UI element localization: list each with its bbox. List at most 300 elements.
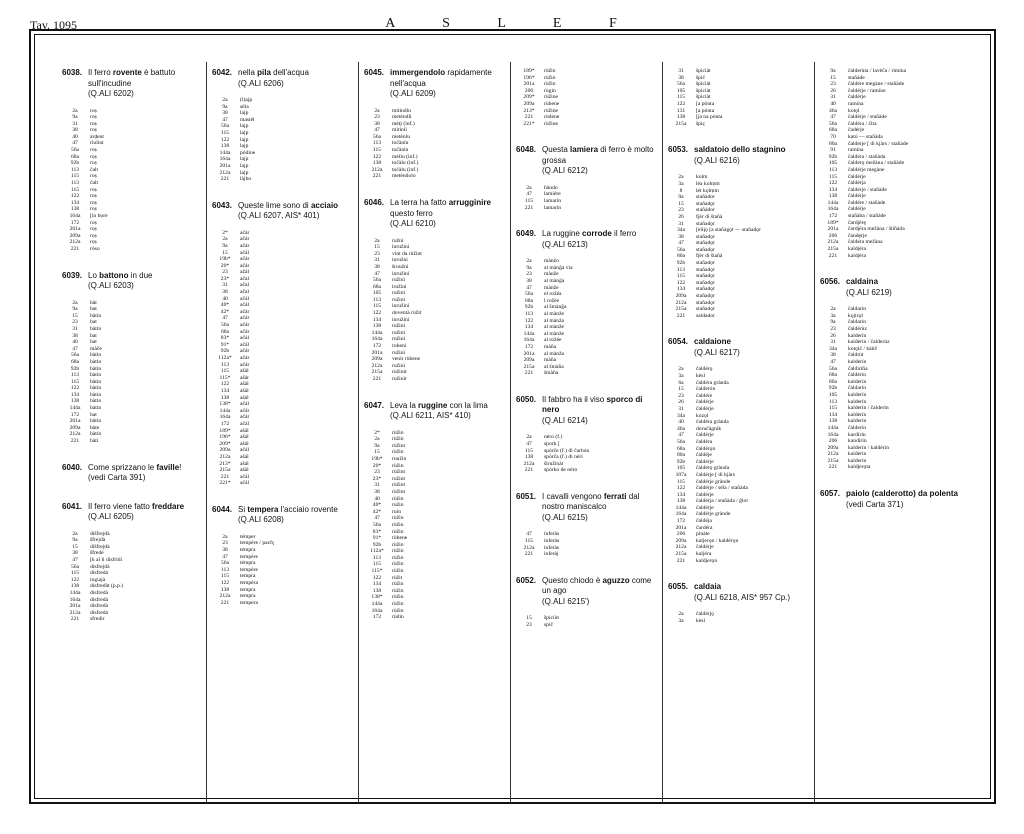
location-code: 8	[679, 187, 683, 194]
location-code: 138	[70, 398, 80, 405]
location-code: 206	[828, 232, 838, 239]
response-row	[62, 114, 208, 121]
dialect-form: kalderín	[848, 457, 867, 464]
response-row	[364, 297, 510, 304]
location-code: 196*	[219, 434, 231, 441]
entry-number: 6041.	[62, 501, 83, 511]
response-row	[516, 68, 662, 75]
response-row	[668, 260, 814, 267]
location-code: 2a	[222, 97, 228, 103]
location-code: 31	[678, 68, 684, 74]
entry-question	[846, 489, 966, 510]
response-row	[364, 588, 510, 595]
location-code: 31	[678, 220, 684, 227]
response-row	[668, 313, 814, 320]
dialect-form: tempère / parčç	[240, 540, 275, 547]
location-code: 113	[70, 166, 80, 173]
dialect-form: čaldérje	[696, 399, 714, 406]
response-row	[62, 359, 208, 366]
location-code: 206	[524, 87, 534, 94]
dialect-form: čaldérje / stañàde	[848, 114, 887, 121]
dialect-form: stañàde	[848, 74, 865, 81]
location-code: 138*	[219, 401, 231, 408]
response-row	[364, 343, 510, 350]
dialect-form: rùžin	[392, 515, 404, 522]
response-row	[212, 388, 358, 395]
entry-number: 6051.	[516, 491, 537, 501]
location-code: 92b	[524, 304, 534, 311]
dialect-form: ružinì	[392, 362, 406, 369]
dialect-form: [a pónta	[696, 107, 715, 114]
location-code: 115	[524, 447, 534, 454]
location-code: 83*	[220, 335, 230, 342]
entry-number: 6043.	[212, 200, 233, 210]
location-code: 105	[676, 87, 686, 94]
response-row	[516, 615, 662, 622]
entry-number: 6047.	[364, 400, 385, 410]
question-text: come un ago	[542, 575, 652, 596]
response-row	[62, 187, 208, 194]
dialect-form: pódine	[240, 149, 256, 156]
response-row	[364, 330, 510, 337]
atlas-entry	[516, 145, 662, 211]
entry-responses	[516, 68, 662, 127]
dialect-form: bat	[90, 306, 97, 313]
question-text: Lo	[88, 270, 100, 280]
location-code: 92b	[220, 348, 230, 355]
response-row	[668, 525, 814, 532]
response-row	[62, 226, 208, 233]
response-row	[212, 163, 358, 170]
location-code: 201a	[371, 349, 383, 356]
location-code: 31	[830, 94, 836, 101]
dialect-form: rùžint	[392, 482, 406, 489]
response-row	[364, 535, 510, 542]
atlas-entry	[364, 198, 510, 383]
entry-number: 6053.	[668, 145, 689, 155]
response-row	[668, 511, 814, 518]
dialect-form: čadérje	[848, 127, 865, 134]
response-row	[212, 428, 358, 435]
location-code: 172	[372, 614, 382, 621]
response-row	[820, 141, 966, 148]
location-code: 144a	[69, 405, 81, 412]
response-row	[62, 352, 208, 359]
location-code: 38	[374, 120, 380, 127]
dialect-form: špiciàt	[696, 81, 711, 88]
entry-reference: (Q.ALI 6209)	[390, 89, 436, 98]
atlas-entry	[668, 337, 814, 564]
response-row	[820, 114, 966, 121]
dialect-form: špiç	[696, 120, 706, 127]
location-code: 172	[372, 343, 382, 350]
response-row	[668, 101, 814, 108]
location-code: 38	[374, 263, 380, 270]
entry-responses	[516, 258, 662, 377]
location-code: 80a	[676, 253, 686, 260]
location-code: 68a	[828, 127, 838, 134]
entry-heading	[668, 337, 814, 358]
dialect-form: tempère	[240, 566, 259, 573]
response-row	[212, 296, 358, 303]
entry-reference: (vedi Carta 391)	[88, 473, 146, 483]
dialect-form: saldador	[696, 312, 715, 319]
location-code: 221	[372, 173, 382, 180]
dialect-form: čaldére / stañàde	[848, 199, 886, 206]
location-code: 105	[372, 290, 382, 297]
response-row	[364, 257, 510, 264]
dialect-form: al rožée	[544, 337, 562, 344]
dialect-form: čaldarín	[848, 385, 867, 392]
location-code: 144a	[371, 601, 383, 608]
entry-keyword: corrode	[582, 229, 612, 239]
response-row	[212, 329, 358, 336]
dialect-form: màña	[544, 343, 557, 350]
dialect-form: lét kǫlṃm	[696, 187, 719, 194]
response-row	[62, 570, 208, 577]
location-code: 47	[374, 515, 380, 522]
entry-reference: (Q.ALI 6208)	[238, 515, 284, 525]
entry-keyword: sporco di nero	[542, 394, 643, 415]
response-row	[212, 395, 358, 402]
dialect-form: kardirín	[848, 431, 866, 438]
entry-responses	[668, 174, 814, 319]
dialect-form: rùgin	[544, 87, 556, 94]
dialect-form: riulint	[90, 140, 104, 147]
entry-keyword: caldaina	[846, 277, 879, 287]
dialect-form: témper	[240, 533, 256, 540]
entry-keyword: paiolo (calderotto) da polenta	[846, 489, 959, 499]
response-row	[668, 207, 814, 214]
location-code: 221	[220, 473, 230, 480]
dialect-form: bàtin	[90, 365, 102, 372]
location-code: 23	[374, 114, 380, 121]
entry-number: 6042.	[212, 68, 233, 77]
column-divider	[662, 62, 663, 802]
dialect-form: čaldérje grànde	[696, 478, 731, 485]
location-code: 209a	[69, 424, 81, 431]
response-row	[820, 445, 966, 452]
response-row	[364, 529, 510, 536]
question-text: Il fabbro ha il viso	[542, 394, 607, 404]
dialect-form: špič	[696, 74, 706, 81]
entry-question	[88, 271, 208, 292]
response-row	[364, 469, 510, 476]
dialect-form: kalderín	[848, 332, 867, 339]
dialect-form: bàtin	[90, 325, 102, 332]
location-code: 122	[70, 576, 80, 583]
entry-question	[238, 201, 358, 222]
response-row	[668, 472, 814, 479]
question-text: Il ferro viene fatto	[88, 501, 153, 511]
entry-question	[88, 463, 208, 484]
dialect-form: rọṣ	[90, 226, 97, 233]
entry-question	[542, 395, 662, 427]
dialect-form: lamarin	[544, 198, 562, 205]
dialect-form: ačál	[240, 480, 250, 487]
location-code: 38	[222, 547, 228, 554]
dialect-form: čaldéra grànda	[696, 379, 729, 386]
location-code: 206	[828, 438, 838, 445]
dialect-form: čaldéje	[696, 452, 712, 459]
dialect-form: lamière	[544, 191, 561, 198]
location-code: 80a	[676, 452, 686, 459]
location-code: 56a	[220, 123, 230, 130]
location-code: 56a	[676, 81, 686, 88]
response-row	[820, 385, 966, 392]
dialect-form: rùžin	[392, 587, 404, 594]
response-row	[212, 335, 358, 342]
response-row	[364, 555, 510, 562]
response-row	[212, 156, 358, 163]
dialect-form: bàt	[90, 299, 97, 306]
location-code: 2a	[830, 306, 836, 313]
dialect-form: ačál	[240, 473, 250, 480]
dialect-form: rùbene	[392, 535, 408, 542]
dialect-form: metèndli	[392, 114, 412, 121]
dialect-form: kaljéra	[696, 551, 712, 558]
response-row	[62, 140, 208, 147]
response-row	[364, 608, 510, 615]
location-code: 38	[72, 550, 78, 557]
response-row	[668, 439, 814, 446]
dialect-form: fjèr di štañà	[696, 213, 723, 220]
atlas-column	[820, 68, 966, 528]
response-row	[516, 121, 662, 128]
dialect-form: doručàgnik	[696, 425, 722, 432]
entry-reference: (Q.ALI 6210)	[390, 219, 436, 229]
question-text: di ferro è molto grossa	[542, 145, 654, 165]
entry-reference: (Q.ALI 6205)	[88, 512, 134, 522]
dialect-form: točàlu (inf.)	[392, 160, 419, 167]
response-row	[212, 461, 358, 468]
location-code: 221	[70, 438, 80, 445]
location-code: 56a	[372, 521, 382, 528]
location-code: 115	[372, 147, 382, 154]
location-code: 122	[676, 485, 686, 492]
location-code: 92b	[676, 260, 686, 267]
location-code: 122	[70, 193, 80, 200]
location-code: 2a	[526, 434, 532, 441]
location-code: 115	[70, 570, 80, 577]
location-code: 221	[676, 312, 686, 319]
location-code: 215a	[827, 246, 839, 253]
entry-number: 6057.	[820, 489, 841, 499]
atlas-entry	[516, 576, 662, 629]
response-row	[820, 180, 966, 187]
dialect-form: stañadǫr	[696, 299, 715, 306]
response-row	[516, 185, 662, 192]
location-code: 138	[372, 587, 382, 594]
dialect-form: bàtin	[90, 418, 102, 425]
dialect-form: čaldérje / séla / stañàda	[696, 485, 748, 492]
entry-number: 6050.	[516, 394, 537, 404]
response-row	[820, 246, 966, 253]
dialect-form: bàtin	[90, 391, 102, 398]
location-code: 2a	[526, 258, 532, 265]
location-code: 68a	[676, 445, 686, 452]
dialect-form: fjèr di štañà	[696, 253, 723, 260]
location-code: 23	[830, 81, 836, 88]
location-code: 122	[220, 136, 230, 143]
entry-heading	[364, 401, 510, 422]
question-text: in due	[128, 270, 153, 280]
dialect-form: doventà rùžit	[392, 310, 422, 317]
location-code: 209a	[523, 357, 535, 364]
dialect-form: stañàdor	[696, 194, 715, 201]
response-row	[516, 448, 662, 455]
dialect-form: al mànža	[544, 317, 565, 324]
location-code: 56a	[676, 246, 686, 253]
location-code: 212a	[219, 169, 231, 176]
location-code: 115*	[371, 568, 383, 575]
location-code: 68a	[828, 372, 838, 379]
question-text: dell'acqua	[270, 68, 309, 77]
response-row	[364, 303, 510, 310]
dialect-form: kaljerǫn / kaldérǫn	[696, 537, 739, 544]
dialect-form: (l)ajp	[240, 97, 253, 103]
location-code: 34a	[828, 345, 838, 352]
dialect-form: ačal	[240, 289, 250, 296]
response-row	[668, 253, 814, 260]
response-row	[820, 226, 966, 233]
location-code: 47	[72, 140, 78, 147]
location-code: 164a	[371, 607, 383, 614]
dialect-form: čaldéra	[696, 438, 713, 445]
entry-keyword: caldaione	[694, 337, 731, 347]
dialect-form: témpra	[240, 547, 256, 554]
dialect-form: čaldéra mežàna	[848, 239, 883, 246]
entry-keyword: pila	[257, 68, 271, 77]
response-row	[364, 542, 510, 549]
location-code: 68a	[70, 358, 80, 365]
entry-heading	[364, 68, 510, 100]
dialect-form: ačár	[240, 256, 250, 263]
atlas-entry	[668, 68, 814, 127]
location-code: 47	[374, 270, 380, 277]
dialect-form: rùžin	[392, 607, 404, 614]
location-code: 47	[678, 240, 684, 247]
response-row	[212, 368, 358, 375]
entry-heading	[820, 489, 966, 510]
response-row	[820, 451, 966, 458]
location-code: 68a	[524, 297, 534, 304]
response-row	[668, 419, 814, 426]
response-row	[364, 463, 510, 470]
response-row	[820, 101, 966, 108]
dialect-form: kolm	[696, 174, 708, 181]
location-code: 23*	[220, 275, 230, 282]
atlas-column	[668, 68, 814, 642]
location-code: 2a	[72, 530, 78, 537]
response-row	[212, 176, 358, 183]
atlas-entry	[62, 68, 208, 253]
response-row	[516, 258, 662, 265]
dialect-form: roṣ	[90, 219, 97, 226]
location-code: 20*	[220, 262, 230, 269]
response-row	[62, 213, 208, 220]
location-code: 172	[70, 411, 80, 418]
response-row	[516, 531, 662, 538]
response-row	[668, 300, 814, 307]
location-code: 23	[222, 269, 228, 276]
dialect-form: inružinì	[392, 303, 410, 310]
location-code: 68a	[70, 153, 80, 160]
location-code: 172	[524, 343, 534, 350]
location-code: 212a	[371, 166, 383, 173]
dialect-form: ružinì	[392, 277, 406, 284]
response-row	[212, 130, 358, 137]
location-code: 46a	[828, 107, 838, 114]
dialect-form: stañadǫr	[696, 240, 715, 247]
entry-number: 6056.	[820, 277, 841, 287]
response-row	[668, 380, 814, 387]
response-row	[212, 401, 358, 408]
location-code: 40	[830, 100, 836, 107]
location-code: 215a	[827, 457, 839, 464]
dialect-form: čaldére megàne / stañàde	[848, 81, 905, 88]
location-code: 144a	[69, 589, 81, 596]
dialect-form: roṣ	[90, 160, 97, 167]
dialect-form: lajp	[240, 162, 249, 169]
question-text: Si	[238, 504, 248, 514]
dialect-form: ružinì	[392, 296, 406, 303]
response-row	[364, 594, 510, 601]
response-row	[62, 313, 208, 320]
location-code: 15	[830, 74, 836, 81]
dialect-form: rọṣ	[90, 239, 97, 246]
location-code: 221	[524, 370, 534, 377]
entry-heading	[516, 145, 662, 177]
location-code: 80a	[828, 140, 838, 147]
location-code: 2a	[678, 174, 684, 181]
dialect-form: ašál	[240, 460, 249, 467]
location-code: 2a	[526, 184, 532, 191]
dialect-form: čaldérje / stañàde	[848, 186, 887, 193]
response-row	[820, 154, 966, 161]
location-code: 212a	[219, 453, 231, 460]
location-code: 215a	[523, 363, 535, 370]
dialect-form: čalderín	[848, 424, 867, 431]
entry-reference: (Q.ALI 6216)	[694, 155, 740, 165]
location-code: 144a	[219, 407, 231, 414]
location-code: 47	[830, 114, 836, 121]
dialect-form: čaldérjǫ	[696, 611, 715, 618]
dialect-form: el rožéa	[544, 291, 562, 298]
dialect-form: spič	[544, 621, 554, 628]
question-text: Come sprizzano le	[88, 462, 157, 472]
response-row	[364, 167, 510, 174]
dialect-form: róso	[90, 245, 100, 252]
response-row	[212, 143, 358, 150]
dialect-form: disfredà	[90, 589, 109, 596]
dialect-form: rùžin	[392, 554, 404, 561]
response-row	[516, 538, 662, 545]
location-code: 134	[524, 324, 534, 331]
question-text: La terra ha fatto	[390, 198, 449, 208]
response-row	[364, 476, 510, 483]
dialect-form: metèndolo	[392, 173, 416, 180]
location-code: 2*	[222, 229, 228, 236]
response-row	[668, 618, 814, 625]
dialect-form: venìr rùbene	[392, 356, 421, 363]
response-row	[516, 304, 662, 311]
location-code: 9a	[72, 306, 78, 313]
dialect-form: ružinì	[392, 329, 406, 336]
location-code: 221	[70, 245, 80, 252]
response-row	[62, 616, 208, 623]
dialect-form: čaldérje	[696, 491, 714, 498]
